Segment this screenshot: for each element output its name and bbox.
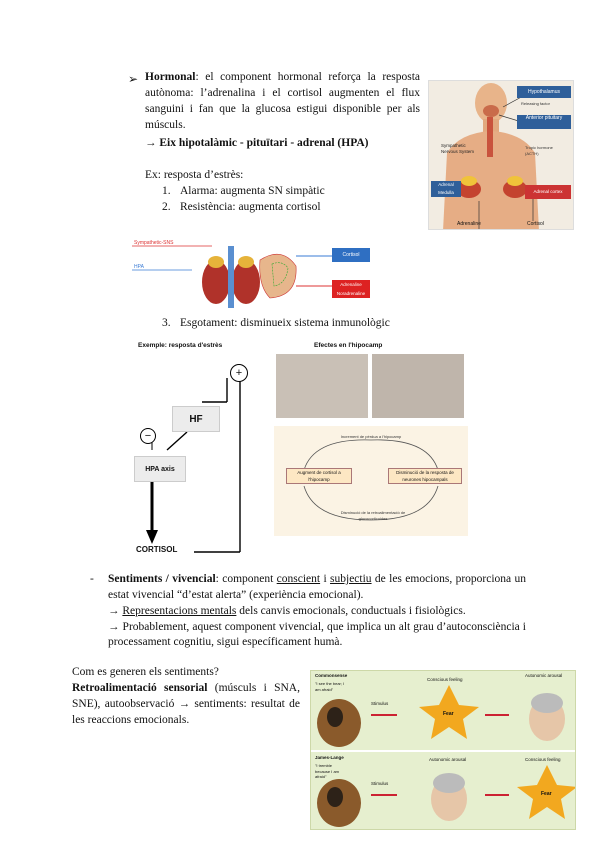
hpa-axis-box: HPA axis [134, 456, 186, 482]
hippocampus-cycle-panel [274, 426, 468, 536]
anterior-pituitary-label: Anterior pituitary [517, 115, 571, 129]
theories-illustration [311, 671, 576, 830]
kidney-figure [132, 236, 372, 308]
hippocampus-image-left [276, 354, 368, 418]
feelings-generation [72, 665, 300, 728]
emotion-theories-figure [310, 670, 576, 830]
cortisol-label: Cortisol [527, 221, 544, 227]
list-text: Esgotament: disminueix sistema inmunològic [180, 317, 390, 329]
sympathetic-ns-label: Sympathetic Nervous System [441, 143, 475, 155]
fear-label: Fear [541, 791, 552, 797]
sentiments-text-4: dels canvis emocionals, conductuals i fisiològics. [236, 604, 466, 617]
james-lange-label: James-Lange [315, 755, 344, 760]
list-item [162, 316, 390, 332]
adrenal-cortex-label: Adrenal cortex [525, 185, 571, 199]
sentiments-title: Sentiments / vivencial [108, 573, 216, 585]
sentiments-text-1: : component [215, 573, 277, 585]
body-hpa-figure [428, 80, 574, 230]
hormonal-text: : el component hormonal reforça la resposta autònoma: l’adrenalina i el cortisol augmenten el flux sanguini i fan que la glucosa estigui disponible per als músculs. [145, 71, 420, 131]
list-text: Resistència: augmenta cortisol [180, 201, 321, 213]
hf-box: HF [172, 406, 220, 432]
question-line: Com es generen els sentiments? [72, 666, 219, 678]
sentiments-text-3: de les emocions, proporciona un estat vivencial “d’estat alerta” (experiència emocional). [108, 573, 526, 601]
fear-label: Fear [443, 711, 454, 717]
adrenaline-box: Adrenaline Noradrenaline [332, 280, 370, 298]
james-lange-quote: "I tremble because I am afraid" [315, 763, 340, 780]
sympathetic-sns-label: Sympathetic-SNS [134, 240, 174, 246]
list-text: Alarma: augmenta SN simpàtic [180, 185, 325, 197]
conscious-feeling-label: Conscious feeling [525, 757, 561, 762]
bullet-arrow-icon: ➢ [128, 72, 139, 86]
commonsense-label: Commonsense [315, 673, 348, 678]
sentiments-text-5: → Probablement, aquest component vivencial, que implica un alt grau d’autoconsciència i processament cognitiu, sigui específicament humà. [108, 620, 526, 649]
adrenal-medulla-label: Adrenal Medulla [431, 181, 461, 197]
hpa-label: HPA [134, 264, 144, 270]
arrow-prefix: → [108, 604, 123, 617]
autonomic-arousal-label: Autonomic arousal [429, 757, 467, 762]
stimulus-label: Stimulus [371, 701, 389, 706]
autonomic-arousal-label: Autonomic arousal [525, 673, 563, 678]
conscient-term: conscient [276, 573, 321, 585]
retroalimentacio-title: Retroalimentació sensorial [72, 681, 208, 694]
hormonal-paragraph [145, 70, 420, 133]
subjectiu-term: subjectiu [330, 573, 372, 585]
cortisol-box: Cortisol [332, 248, 370, 262]
hypothalamus-label: Hypothalamus [517, 86, 571, 98]
neuron-response-box: Disminució de la resposta de neurones hipocampals [388, 468, 462, 484]
list-item [162, 200, 321, 216]
releasing-factor-label: Releasing factor [521, 101, 550, 106]
minus-icon: − [140, 428, 156, 444]
stimulus-label: Stimulus [371, 781, 389, 786]
cortisol-output-label: CORTISOL [136, 545, 178, 554]
list-item [162, 184, 325, 200]
representacions-term: Representacions mentals [122, 604, 237, 617]
sentiments-text-2: i [320, 573, 331, 585]
hpa-axis-line: → Eix hipotalàmic - pituïtari - adrenal (HPA) [145, 137, 369, 149]
retroalimentacio-text: (músculs i SNA, SNE), autoobservació → sentiments: resultat de les reaccions emocionals. [72, 681, 300, 726]
adrenaline-label: Adrenaline [457, 221, 481, 227]
hpa-diagram-lines [132, 342, 272, 558]
hippocampus-image-right [372, 354, 464, 418]
commonsense-quote: "I see the bear; I am afraid" [315, 681, 345, 692]
bottom-note: Disminució de la retroalimentació de glucocorticoides [340, 510, 406, 521]
sentiments-paragraph [108, 572, 526, 651]
tropic-hormone-label: Tropic hormone (ACTH) [525, 145, 553, 156]
hippocampus-title: Efectes en l'hipocamp [314, 342, 383, 349]
dash-bullet: - [90, 573, 94, 585]
hpa-diagram-title: Exemple: resposta d'estrès [138, 342, 223, 349]
conscious-feeling-label: Conscious feeling [427, 677, 463, 682]
hormonal-title: Hormonal [145, 71, 196, 83]
list-number: 2. [162, 201, 171, 213]
plus-icon: + [230, 364, 248, 382]
list-number: 1. [162, 185, 171, 197]
hpa-feedback-diagram [132, 342, 272, 558]
list-number: 3. [162, 317, 171, 329]
cortisol-increase-box: Augment de cortisol a l'hipocamp [286, 468, 352, 484]
hippocampus-figure [274, 342, 468, 556]
example-label: Ex: resposta d’estrès: [145, 169, 244, 181]
top-note: Increment de pèrdua a l'hipocamp [340, 434, 402, 439]
